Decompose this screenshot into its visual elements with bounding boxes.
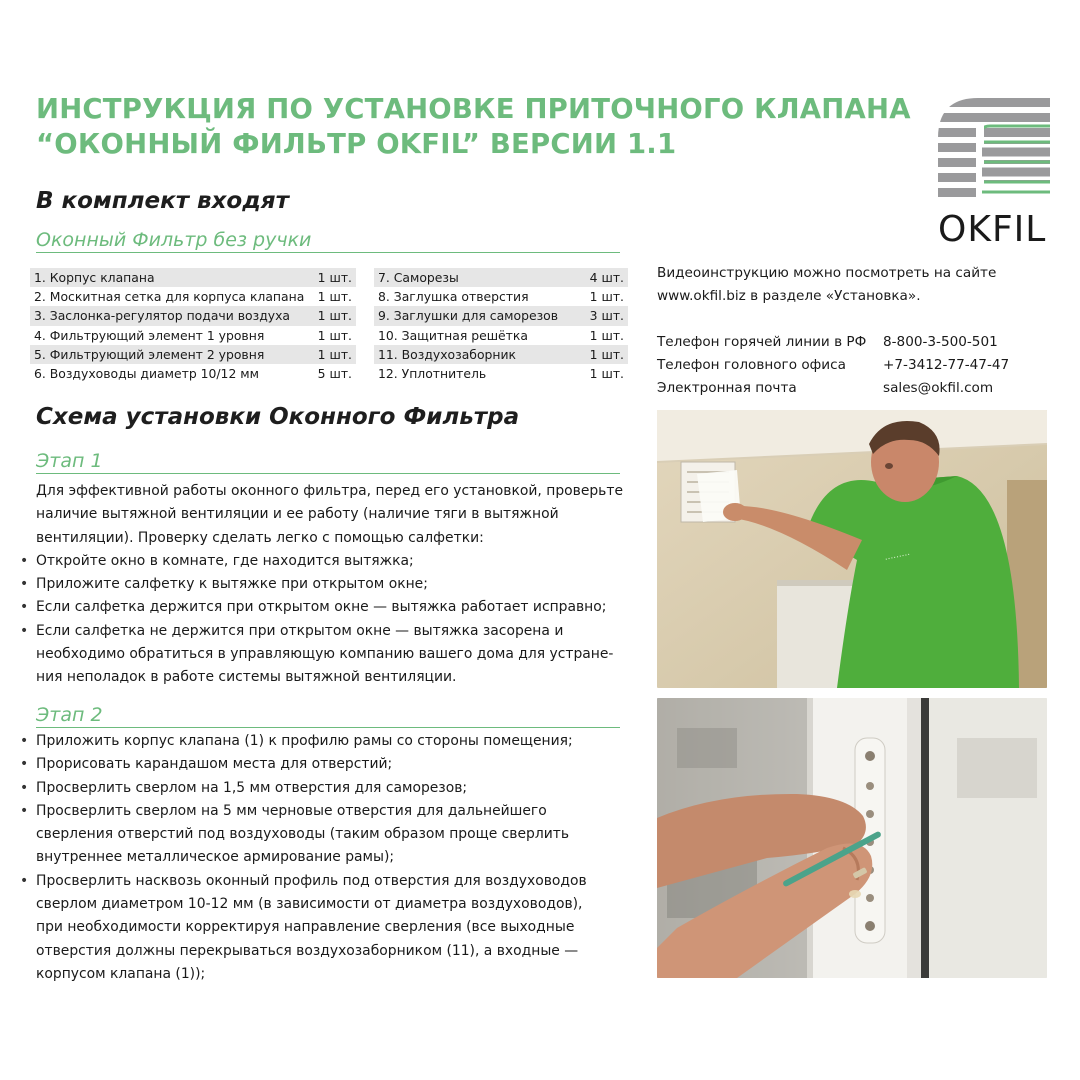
stage-2-text (36, 730, 646, 986)
kit-heading: В комплект входят (36, 188, 289, 214)
hotline-label: Телефон горячей линии в РФ (657, 334, 867, 350)
stage-1-bullet: • Если салфетка не держится при открытом окне — вытяжка засорена и необходимо обратиться в управляющую компанию вашего дома для устране- ния неполадок в работе системы вытяжной вентиляции. (20, 620, 646, 690)
office-phone-label: Телефон головного офиса (657, 357, 846, 373)
okfil-logo (938, 98, 1050, 250)
page-title-line-2: “ОКОННЫЙ ФИЛЬТР OKFIL” ВЕРСИИ 1.1 (36, 128, 677, 160)
email-row (657, 377, 1062, 400)
stage-1-bullet: • Если салфетка держится при открытом окне — вытяжка работает исправно; (20, 596, 646, 619)
stage-1-bullet: • Откройте окно в комнате, где находится вытяжка; (20, 550, 646, 573)
email-value: sales@okfil.com (883, 380, 994, 396)
video-instruction-line-2: www.okfil.biz в разделе «Установка». (657, 288, 921, 304)
kit-item: 3. Заслонка-регулятор подачи воздуха 1 шт. (30, 306, 356, 325)
kit-item: 10. Защитная решётка 1 шт. (378, 327, 624, 343)
email-label: Электронная почта (657, 380, 797, 396)
kit-item: 2. Москитная сетка для корпуса клапана 1 шт. (34, 289, 352, 305)
stage-2-bullet: • Просверлить сверлом на 5 мм черновые отверстия для дальнейшего сверления отверстий под воздуховоды (таким образом проще сверлить внутреннее металлическое армирование рамы); (20, 800, 646, 870)
logo-stripes-icon (938, 98, 1050, 202)
photo-vent-check (657, 410, 1047, 688)
scheme-heading: Схема установки Оконного Фильтра (36, 404, 520, 430)
hotline-row (657, 331, 1062, 354)
kit-item: 6. Воздуховоды диаметр 10/12 мм 5 шт. (34, 366, 352, 382)
kit-item: 8. Заглушка отверстия 1 шт. (378, 289, 624, 305)
kit-item: 5. Фильтрующий элемент 2 уровня 1 шт. (30, 345, 356, 364)
kit-item: 12. Уплотнитель 1 шт. (378, 366, 624, 382)
photo-window-marking (657, 698, 1047, 978)
kit-list-left (30, 268, 356, 383)
video-instruction-line-1: Видеоинструкцию можно посмотреть на сайте (657, 265, 997, 281)
stage-2-bullet: • Приложить корпус клапана (1) к профилю рамы со стороны помещения; (20, 730, 646, 753)
stage-2-bullet: • Прорисовать карандашом места для отверстий; (20, 753, 646, 776)
kit-item: 1. Корпус клапана 1 шт. (30, 268, 356, 287)
kit-item: 4. Фильтрующий элемент 1 уровня 1 шт. (34, 327, 352, 343)
stage-1-intro-line: Для эффективной работы оконного фильтра, перед его установкой, проверьте (36, 483, 624, 499)
stage-2-title: Этап 2 (36, 704, 620, 728)
stage-1-intro-line: вентиляции). Проверку сделать легко с помощью салфетки: (36, 529, 484, 546)
svg-text:.........: ......... (883, 547, 911, 563)
stage-1-title: Этап 1 (36, 450, 620, 474)
page-title (36, 92, 916, 162)
office-phone-value: +7-3412-77-47-47 (883, 357, 1010, 373)
logo-text: OKFIL (938, 209, 1047, 250)
stage-1-bullet: • Приложите салфетку к вытяжке при открытом окне; (20, 573, 646, 596)
kit-item: 11. Воздухозаборник 1 шт. (374, 345, 628, 364)
kit-item: 7. Саморезы 4 шт. (374, 268, 628, 287)
contacts-block (657, 262, 1062, 400)
stage-1-text (36, 480, 646, 690)
stage-1-intro-line: наличие вытяжной вентиляции и ее работу (наличие тяги в вытяжной (36, 506, 559, 523)
office-phone-row (657, 354, 1062, 377)
hotline-value: 8-800-3-500-501 (883, 334, 998, 350)
page-title-line-1: ИНСТРУКЦИЯ ПО УСТАНОВКЕ ПРИТОЧНОГО КЛАПАНА (36, 93, 911, 125)
kit-item: 9. Заглушки для саморезов 3 шт. (374, 306, 628, 325)
stage-2-bullet: • Просверлить сверлом на 1,5 мм отверстия для саморезов; (20, 777, 646, 800)
kit-subheading: Оконный Фильтр без ручки (36, 229, 620, 253)
stage-2-bullet: • Просверлить насквозь оконный профиль под отверстия для воздуховодов сверлом диаметром 10-12 мм (в зависимости от диаметра воздуховодов), при необходимости корректируя направление сверления (все выходные отверстия должны перекрываться воздухозаборником (11), а входные — корпусом клапана (1)); (20, 870, 646, 986)
kit-list-right (374, 268, 628, 383)
